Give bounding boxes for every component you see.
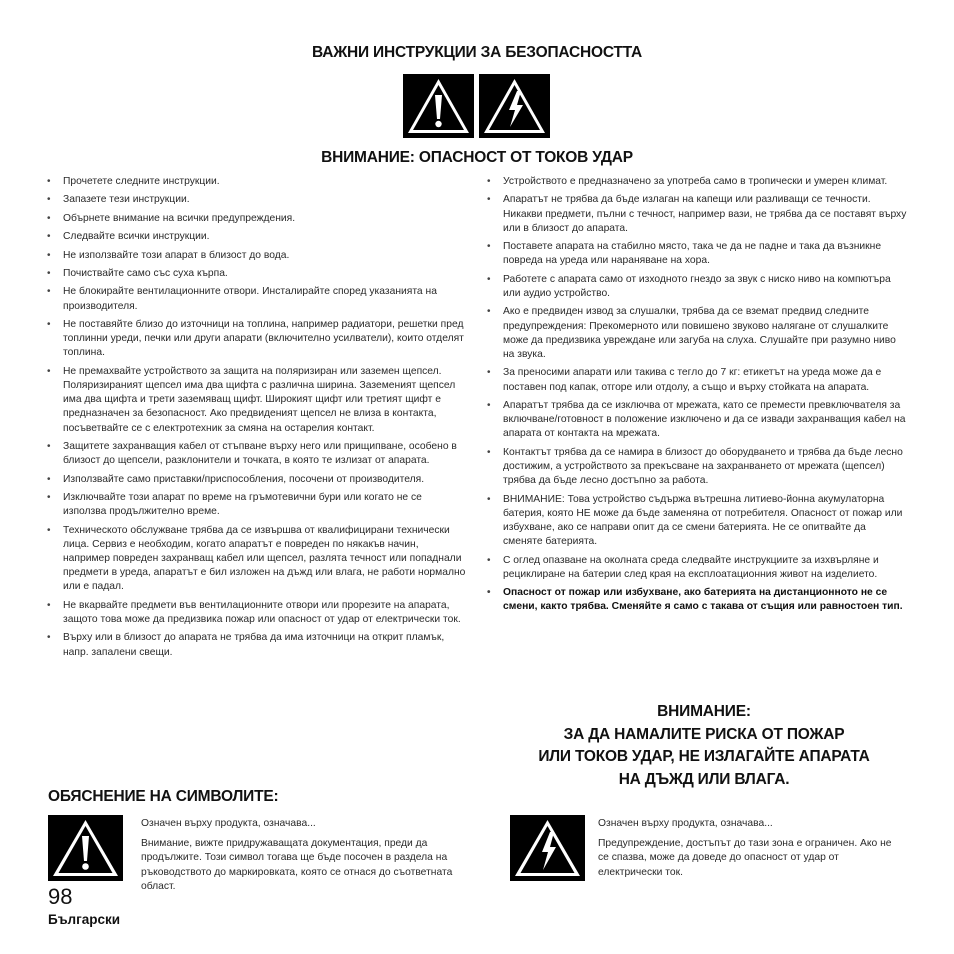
- moisture-warning-block: [484, 701, 924, 791]
- shock-warning-title: ВНИМАНИЕ: ОПАСНОСТ ОТ ТОКОВ УДАР: [321, 149, 633, 166]
- list-item: • Не блокирайте вентилационните отвори. Инсталирайте според указанията на производителя.: [44, 285, 468, 313]
- lightning-triangle-icon: [510, 815, 585, 881]
- list-item: • Обърнете внимание на всички предупреждения.: [44, 212, 468, 226]
- instruction-list: [44, 175, 468, 660]
- list-item: • Апаратът не трябва да бъде излаган на капещи или разливащи се течности. Никакви предмети, пълни с течност, например вази, не трябва да се поставят върху или в близост до апарата.: [484, 193, 908, 236]
- moisture-warning-line: НА ДЪЖД ИЛИ ВЛАГА.: [618, 770, 790, 788]
- instructions-right-column: [484, 175, 908, 619]
- list-item: • Контактът трябва да се намира в близост до оборудването и трябва да бъде лесно достижим, а устройството за прекъсване на захранването от мрежата (щепсел) трябва да бъде лесно достъпно за работа.: [484, 446, 908, 489]
- language-label: Български: [48, 912, 121, 927]
- list-item: • Поставете апарата на стабилно място, така че да не падне и така да възникне повреда на уреда или нараняване на хора.: [484, 240, 908, 268]
- lightning-triangle-icon: [479, 74, 550, 138]
- symbols-section-title: ОБЯСНЕНИЕ НА СИМВОЛИТЕ:: [48, 788, 279, 805]
- safety-icons-group: [403, 74, 550, 138]
- instructions-left-column: [44, 175, 468, 664]
- list-item: • Не използвайте този апарат в близост до вода.: [44, 249, 468, 263]
- list-item: • Работете с апарата само от изходното гнездо за звук с ниско ниво на компютъра или аудио устройство.: [484, 273, 908, 301]
- symbol-explanation-right: [598, 817, 898, 886]
- symbol-intro: Означен върху продукта, означава...: [141, 818, 316, 829]
- list-item: • Изключвайте този апарат по време на гръмотевични бури или когато не се използва продължително време.: [44, 491, 468, 519]
- instruction-list: [484, 175, 908, 615]
- page-number: 98: [48, 884, 73, 909]
- list-item: • С оглед опазване на околната среда следвайте инструкциите за изхвърляне и рециклиране на батерии след края на експлоатационния живот на изделието.: [484, 554, 908, 582]
- list-item: • Ако е предвиден извод за слушалки, трябва да се вземат предвид следните предупреждения: Прекомерното или повишено звуково налягане от слушалките може да предизвика увреждане или загуба на слуха. Слушайте при разумно ниво на звука.: [484, 305, 908, 362]
- exclamation-triangle-icon: [403, 74, 474, 138]
- list-item: • Не вкарвайте предмети във вентилационните отвори или прорезите на апарата, защото това може да предизвика пожар или опасност от удар от електрически ток.: [44, 599, 468, 627]
- list-item: • Защитете захранващия кабел от стъпване върху него или прищипване, особено в близост до щепсели, разклонители и точката, в която те излизат от апарата.: [44, 440, 468, 468]
- battery-warning-item: • Опасност от пожар или избухване, ако батерията на дистанционното не се смени, както трябва. Сменяйте я само с такава от същия или равностоен тип.: [484, 586, 908, 614]
- symbol-explanation-left: [141, 817, 486, 900]
- moisture-warning-line: ЗА ДА НАМАЛИТЕ РИСКА ОТ ПОЖАР: [563, 725, 845, 743]
- list-item: • Почиствайте само със суха кърпа.: [44, 267, 468, 281]
- list-item: • Не премахвайте устройството за защита на поляризиран или заземен щепсел. Поляризираният щепсел има два щифта с различна ширина. Заземеният щепсел има два щифта и трети заземяващ щифт. Широкият щифт или третият щифт е предназначен за безопасност. Ако предвиденият щепсел не влиза в контакта, посъветвайте се с електротехник за смяна на остарелия контакт.: [44, 365, 468, 436]
- list-item: • Апаратът трябва да се изключва от мрежата, като се премести превключвателя за включване/готовност в положение изключено и да се извади захранващия кабел на апарата от контакта на мрежата.: [484, 399, 908, 442]
- list-item: • ВНИМАНИЕ: Това устройство съдържа вътрешна литиево-йонна акумулаторна батерия, която НЕ може да бъде заменяна от потребителя. Опасност от пожар или избухване, ако се направи опит да се смени батерията. Не се опитвайте да сменяте батерията.: [484, 493, 908, 550]
- symbol-intro: Означен върху продукта, означава...: [598, 818, 773, 829]
- moisture-warning-line: ИЛИ ТОКОВ УДАР, НЕ ИЗЛАГАЙТЕ АПАРАТА: [538, 748, 870, 765]
- list-item: • Устройството е предназначено за употреба само в тропически и умерен климат.: [484, 175, 908, 189]
- list-item: • Не поставяйте близо до източници на топлина, например радиатори, решетки пред топлинни уреди, печки или други апарати (включително усилватели), които отделят топлина.: [44, 318, 468, 361]
- exclamation-triangle-icon: [48, 815, 123, 881]
- list-item: • Прочетете следните инструкции.: [44, 175, 468, 189]
- page-title: ВАЖНИ ИНСТРУКЦИИ ЗА БЕЗОПАСНОСТТА: [311, 44, 643, 61]
- moisture-warning-line: ВНИМАНИЕ:: [657, 703, 751, 720]
- list-item: • Използвайте само приставки/приспособления, посочени от производителя.: [44, 473, 468, 487]
- list-item: • Върху или в близост до апарата не трябва да има източници на открит пламък, напр. запалени свещи.: [44, 631, 468, 659]
- symbol-description: Внимание, вижте придружаващата документация, преди да продължите. Този символ тогава ще бъде посочен в раздела на ръководството до маркировката, която се отнася до съответната област.: [141, 838, 453, 892]
- list-item: • Следвайте всички инструкции.: [44, 230, 468, 244]
- list-item: • Техническото обслужване трябва да се извършва от квалифицирани технически лица. Сервиз е необходим, когато апаратът е повреден по някакъв начин, например повреден захранващ кабел или щепсел, разлята течност или попаднали предмети в уреда, апаратът е бил изложен на дъжд или влага, не работи нормално или е падал.: [44, 524, 468, 595]
- list-item: • За преносими апарати или такива с тегло до 7 кг: етикетът на уреда може да е поставен под капак, отгоре или отдолу, а също и върху стойката на апарата.: [484, 366, 908, 394]
- list-item: • Запазете тези инструкции.: [44, 193, 468, 207]
- symbol-description: Предупреждение, достъпът до тази зона е ограничен. Ако не се спазва, може да доведе до опасност от удар от електрически ток.: [598, 838, 892, 878]
